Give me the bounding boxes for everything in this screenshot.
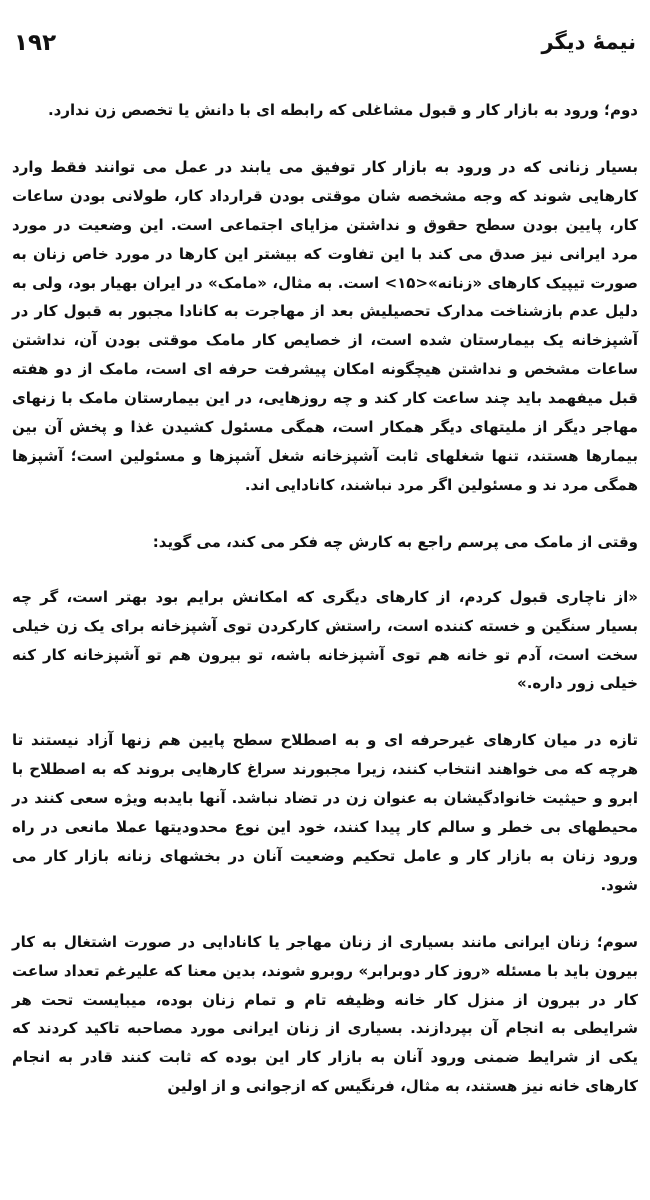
paragraph-text: تازه در میان کارهای غیرحرفه ای و به اصطلاح سطح پایین هم زنها آزاد نیستند تا هرچه که می خواهند انتخاب کنند، زیرا مجبورند سراغ کارهایی بروند که به اصطلاح با ابرو و حیثیت خانوادگیشان به عنوان زن در تضاد نباشد. آنها بایدبه ویژه سعی کنند در محیطهای بی خطر و سالم کار پیدا کنند، خود این نوع محدودیتها عملا مانعی در راه ورود زنان به بازار کار و عامل تحکیم وضعیت آنان در بخشهای زنانه بازار کار می شود. xyxy=(12,731,638,894)
page-number: ۱۹۲ xyxy=(14,30,57,56)
paragraph-text: زنان ایرانی مانند بسیاری از زنان مهاجر یا کانادایی در صورت اشتغال به کار بیرون باید با مسئله «روز کار دوبرابر» روبرو شوند، بدین معنا که علیرغم تعداد ساعت کار در بیرون از منزل کار خانه وظیفه تام و تمام زنان بوده، میبایست تحت هر شرایطی به انجام آن بپردازند. بسیاری از زنان ایرانی مورد مصاحبه تاکید کردند که یکی از شرایط ضمنی ورود آنان به بازار کار این بوده که ثابت کنند قادر به انجام کارهای خانه نیز هستند، به مثال، فرنگیس که ازجوانی و از اولین xyxy=(12,932,638,1096)
paragraph-lead: سوم؛ xyxy=(596,932,638,951)
paragraph-text: وقتی از مامک می پرسم راجع به کارش چه فکر می کند، می گوید: xyxy=(152,532,638,551)
paragraph-temporary-jobs xyxy=(12,153,638,500)
paragraph-second-point xyxy=(12,96,638,125)
paragraph-question xyxy=(12,528,638,557)
paragraph-quote xyxy=(12,583,638,699)
paragraph-lead: دوم؛ xyxy=(603,101,638,119)
paragraph-text: «از ناچاری قبول کردم، از کارهای دیگری که امکانش برایم بود بهتر است، گر چه بسیار سنگین و خسته کننده است، راستش کارکردن توی آشپزخانه برای یک زن خیلی سخت است، آدم تو خانه هم توی آشپزخانه باشه، تو بیرون هم تو آشپزخانه کار کنه خیلی زور داره.» xyxy=(12,587,638,693)
running-title: نیمهٔ دیگر xyxy=(541,30,636,54)
page-header xyxy=(14,30,636,70)
paragraph-restrictions xyxy=(12,726,638,899)
paragraph-text: بسیار زنانی که در ورود به بازار کار توفیق می یابند در عمل می توانند فقط وارد کارهایی شوند که وجه مشخصه شان موقتی بودن قرارداد کار، طولانی بودن ساعات کار، پایین بودن سطح حقوق و نداشتن مزایای اجتماعی است. این وضعیت در مورد مرد ایرانی نیز صدق می کند با این تفاوت که بیشتر این کارها در مورد خاص زنان به صورت تیپیک کارهای «زنانه»<۱۵> است. به مثال، «مامک» در ایران بهیار بود، ولی به دلیل عدم بازشناخت مدارک تحصیلیش بعد از مهاجرت به کانادا مجبور به قبول کار در آشپزخانه یک بیمارستان شده است، از خصایص کار مامک موقتی بودن آن، نداشتن ساعات مشخص و نداشتن هیچگونه امکان پیشرفت حرفه ای است، مامک از دو هفته قبل میفهمد باید چند ساعت کار کند و چه روزهایی، در این بیمارستان مامک با زنهای مهاجر دیگر از ملیتهای دیگر همکار است، همگی مسئول کشیدن غذا و پخش آن بین بیمارها هستند، تنها شغلهای ثابت آشپزخانه شغل آشپزها و مسئولین است؛ آشپزها همگی مرد ند و مسئولین اگر مرد نباشند، کانادایی اند. xyxy=(12,157,639,494)
paragraph-text: ورود به بازار کار و قبول مشاغلی که رابطه ای با دانش یا تخصص زن ندارد. xyxy=(47,101,599,119)
body-text xyxy=(12,96,638,1129)
paragraph-third-point xyxy=(12,928,638,1101)
